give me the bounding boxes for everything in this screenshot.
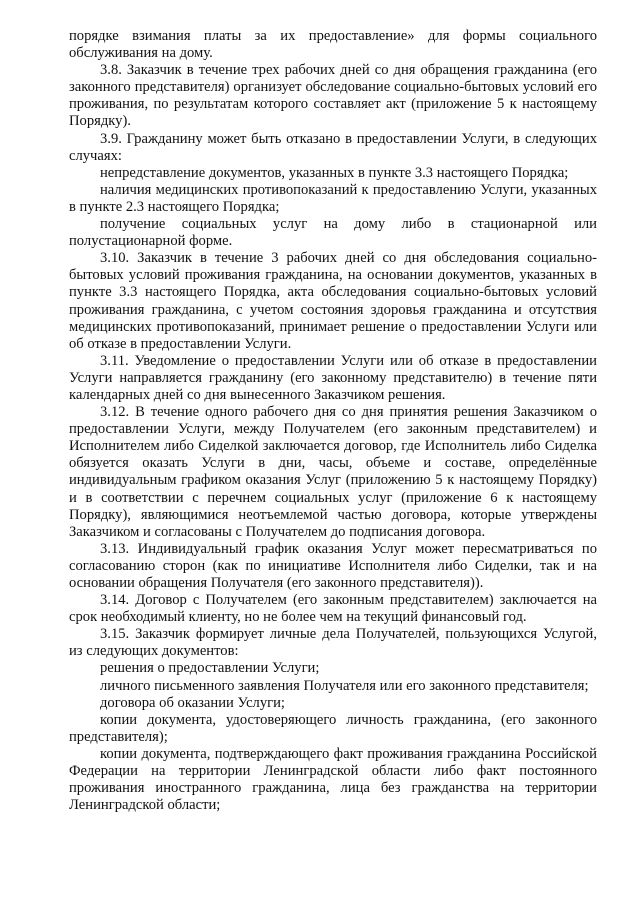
paragraph-3-11: 3.11. Уведомление о предоставлении Услуги или об отказе в предоставлении Услуги направляется гражданину (его законному представителю) в течение пяти календарных дней со дня вынесенного Заказчиком решения. <box>69 352 597 403</box>
list-item-document-2: личного письменного заявления Получателя или его законного представителя; <box>100 677 589 694</box>
document-page <box>69 28 597 814</box>
list-item-document-5: копии документа, подтверждающего факт проживания гражданина Российской Федерации на территории Ленинградской области либо факт постоянного проживания иностранного гражданина, лица без гражданства на территории Ленинградской области; <box>69 745 597 814</box>
list-item-document-4: копии документа, удостоверяющего личность гражданина, (его законного представителя); <box>69 711 597 745</box>
paragraph-3-12: 3.12. В течение одного рабочего дня со дня принятия решения Заказчиком о предоставлении Услуги, между Получателем (его законным представителем) и Исполнителем либо Сиделкой заключается договор, где Исполнитель либо Сиделка обязуется оказать Услуги в дни, часы, объеме и составе, определённые индивидуальным графиком оказания Услуг (приложению 5 к настоящему Порядку) и в соответствии с перечнем социальных услуг (приложение 6 к настоящему Порядку), являющимися неотъемлемой частью договора, которые утверждены Заказчиком и согласованы с Получателем до подписания договора. <box>69 404 597 540</box>
list-item-refusal-2: наличия медицинских противопоказаний к предоставлению Услуги, указанных в пункте 2.3 настоящего Порядка; <box>69 181 597 215</box>
list-item-refusal-3: получение социальных услуг на дому либо в стационарной или полустационарной форме. <box>69 216 597 250</box>
paragraph-3-9: 3.9. Гражданину может быть отказано в предоставлении Услуги, в следующих случаях: <box>69 130 597 164</box>
list-item-document-3: договора об оказании Услуги; <box>100 694 285 711</box>
list-item-document-1: решения о предоставлении Услуги; <box>100 660 320 677</box>
paragraph-3-13: 3.13. Индивидуальный график оказания Услуг может пересматриваться по согласованию сторон (как по инициативе Исполнителя либо Сиделки, так и на основании обращения Получателя (его законного представителя)). <box>69 540 597 591</box>
list-item-refusal-1: непредставление документов, указанных в пункте 3.3 настоящего Порядка; <box>100 164 569 181</box>
paragraph-3-15: 3.15. Заказчик формирует личные дела Получателей, пользующихся Услугой, из следующих документов: <box>69 626 597 660</box>
paragraph-3-8: 3.8. Заказчик в течение трех рабочих дней со дня обращения гражданина (его законного представителя) организует обследование социально-бытовых условий его проживания, по результатам которого составляет акт (приложение 5 к настоящему Порядку). <box>69 62 597 130</box>
paragraph-continuation: порядке взимания платы за их предоставление» для формы социального обслуживания на дому. <box>69 28 597 62</box>
paragraph-3-14: 3.14. Договор с Получателем (его законным представителем) заключается на срок необходимый клиенту, но не более чем на текущий финансовый год. <box>69 592 597 626</box>
paragraph-3-10: 3.10. Заказчик в течение 3 рабочих дней со дня обследования социально-бытовых условий проживания гражданина, на основании документов, указанных в пункте 3.3 настоящего Порядка, акта обследования социально-бытовых условий проживания гражданина, с учетом состояния здоровья гражданина и отсутствия медицинских противопоказаний, принимает решение о предоставлении Услуги или об отказе в предоставлении Услуги. <box>69 250 597 352</box>
